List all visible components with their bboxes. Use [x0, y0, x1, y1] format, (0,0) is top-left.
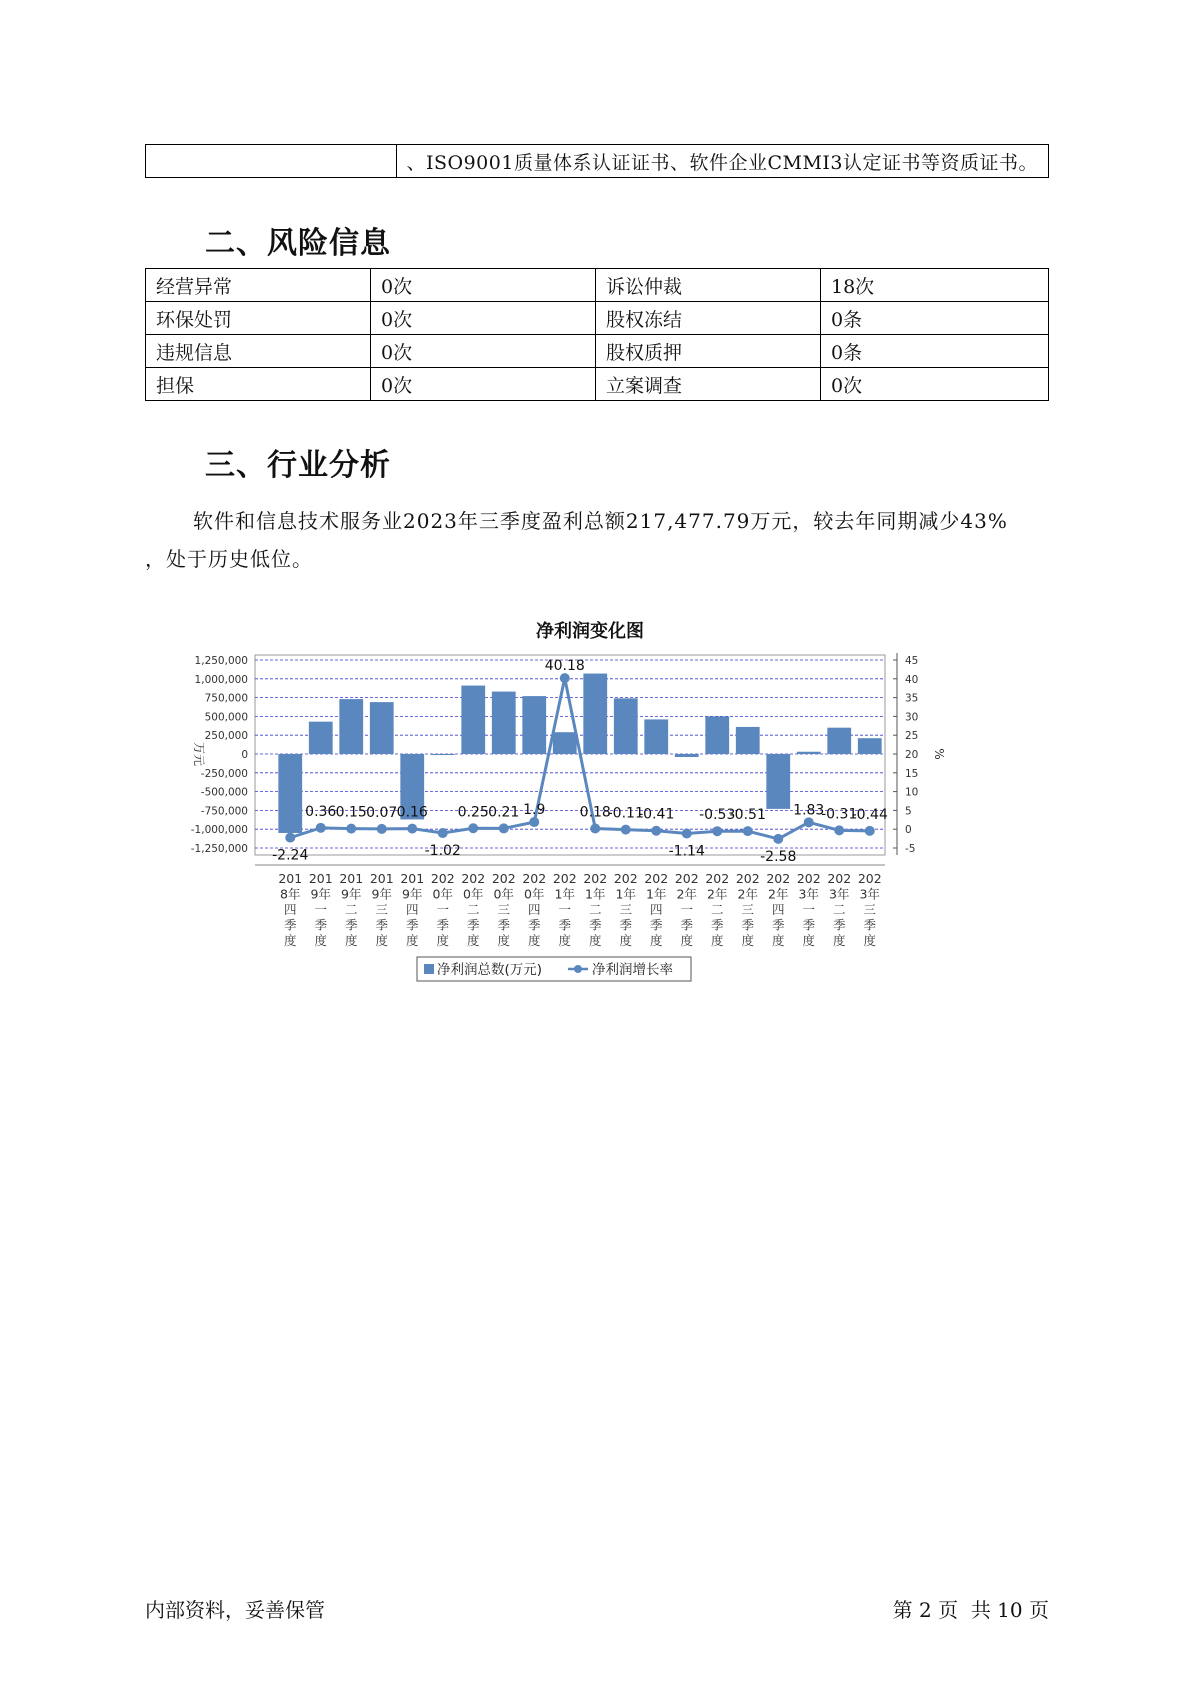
x-tick-label: 202 — [827, 871, 852, 886]
x-tick-label: 201 — [369, 871, 394, 886]
y-tick-label: -250,000 — [200, 767, 248, 780]
x-tick-label: 季 — [466, 917, 480, 933]
x-tick-label: 8年 — [280, 886, 301, 902]
x-tick-label: 0年 — [493, 886, 514, 902]
y2-tick-label: 15 — [905, 767, 919, 780]
x-tick-label: 度 — [832, 933, 846, 948]
growth-data-label: -0.44 — [851, 806, 888, 823]
x-tick-label: 二 — [344, 902, 358, 917]
risk-key: 立案调查 — [596, 368, 821, 401]
x-tick-label: 202 — [583, 871, 608, 886]
risk-key: 环保处罚 — [146, 302, 371, 335]
legend-line-marker — [574, 965, 582, 973]
industry-section-title: 三、行业分析 — [205, 448, 391, 483]
x-tick-label: 202 — [705, 871, 730, 886]
growth-point — [316, 823, 326, 833]
x-tick-label: 季 — [314, 917, 328, 933]
x-tick-label: 度 — [405, 933, 419, 948]
bar — [766, 754, 790, 809]
x-tick-label: 季 — [680, 917, 694, 933]
bar — [644, 719, 668, 754]
footer-page-number: 第 2 页 共 10 页 — [892, 1598, 1049, 1622]
x-tick-label: 2年 — [737, 886, 758, 902]
y-tick-label: 1,000,000 — [194, 673, 248, 686]
growth-data-label: 1.83 — [793, 802, 825, 819]
x-tick-label: 202 — [674, 871, 699, 886]
x-tick-label: 度 — [741, 933, 755, 948]
growth-point — [529, 817, 539, 827]
growth-point — [377, 824, 387, 834]
bar — [339, 699, 363, 754]
growth-point — [834, 825, 844, 835]
x-tick-label: 季 — [863, 917, 877, 933]
x-tick-label: 度 — [527, 933, 541, 948]
x-tick-label: 9年 — [310, 886, 331, 902]
x-tick-label: 202 — [613, 871, 638, 886]
x-tick-label: 202 — [461, 871, 486, 886]
risk-key: 股权冻结 — [596, 302, 821, 335]
y2-tick-label: 25 — [905, 730, 919, 743]
qualification-table — [145, 144, 1049, 178]
x-tick-label: 9年 — [371, 886, 392, 902]
x-tick-label: 201 — [278, 871, 303, 886]
x-tick-label: 202 — [491, 871, 516, 886]
growth-data-label: -0.41 — [638, 806, 675, 823]
risk-row — [146, 269, 1049, 302]
bar — [675, 754, 699, 757]
y-tick-label: 1,250,000 — [194, 655, 248, 667]
growth-data-label: 0.07 — [366, 804, 398, 821]
x-tick-label: 季 — [497, 917, 511, 933]
x-tick-label: 9年 — [341, 886, 362, 902]
x-tick-label: 季 — [619, 917, 633, 933]
x-tick-label: 二 — [466, 902, 480, 917]
x-tick-label: 2年 — [707, 886, 728, 902]
growth-data-label: 0.21 — [488, 804, 520, 821]
y2-axis-title: % — [932, 748, 946, 760]
growth-point — [590, 824, 600, 834]
bar — [583, 674, 607, 754]
bar — [705, 716, 729, 754]
risk-row — [146, 302, 1049, 335]
bar — [461, 686, 485, 754]
growth-point — [407, 824, 417, 834]
x-tick-label: 1年 — [646, 886, 667, 902]
x-tick-label: 二 — [588, 902, 602, 917]
x-tick-label: 三 — [497, 902, 511, 917]
x-tick-label: 2年 — [676, 886, 697, 902]
growth-data-label: 0.15 — [335, 804, 367, 821]
x-tick-label: 202 — [857, 871, 882, 886]
legend-line-label: 净利润增长率 — [592, 962, 673, 978]
growth-data-label: 0.36 — [305, 803, 337, 820]
y-tick-label: -500,000 — [200, 786, 248, 799]
x-tick-label: 度 — [710, 933, 724, 948]
risk-value: 0次 — [371, 335, 596, 368]
x-tick-label: 四 — [405, 902, 419, 917]
x-tick-label: 202 — [644, 871, 669, 886]
growth-point — [438, 828, 448, 838]
x-tick-label: 一 — [680, 902, 694, 917]
industry-paragraph — [145, 502, 1075, 578]
x-tick-label: 度 — [314, 933, 328, 948]
bar — [614, 698, 638, 754]
y-tick-label: -750,000 — [200, 805, 248, 818]
y2-tick-label: 5 — [905, 805, 912, 818]
risk-value: 0次 — [371, 368, 596, 401]
qualification-left-cell — [146, 145, 397, 178]
x-tick-label: 季 — [832, 917, 846, 933]
chart-title: 净利润变化图 — [536, 621, 644, 642]
y-axis-title: 万元 — [192, 741, 206, 767]
risk-table — [145, 268, 1049, 401]
x-tick-label: 201 — [339, 871, 364, 886]
x-tick-label: 季 — [710, 917, 724, 933]
net-profit-chart — [180, 615, 1000, 1060]
growth-data-label: 1.9 — [523, 802, 546, 819]
legend-bar-swatch — [424, 964, 434, 974]
growth-data-label: -1.02 — [424, 843, 461, 860]
x-tick-label: 度 — [771, 933, 785, 948]
bar — [492, 692, 516, 754]
growth-point — [651, 826, 661, 836]
risk-section-title: 二、风险信息 — [205, 226, 391, 261]
risk-value: 0次 — [371, 269, 596, 302]
growth-point — [712, 826, 722, 836]
bar — [370, 702, 394, 754]
x-tick-label: 四 — [771, 902, 785, 917]
x-tick-label: 季 — [588, 917, 602, 933]
y2-tick-label: -5 — [905, 843, 916, 855]
x-tick-label: 202 — [796, 871, 821, 886]
risk-value: 0次 — [371, 302, 596, 335]
growth-point — [865, 826, 875, 836]
chart-plot — [180, 615, 1000, 1060]
risk-value: 0次 — [821, 368, 1049, 401]
x-tick-label: 202 — [430, 871, 455, 886]
x-tick-label: 3年 — [829, 886, 850, 902]
growth-data-label: -1.14 — [668, 843, 705, 860]
risk-key: 股权质押 — [596, 335, 821, 368]
x-tick-label: 三 — [863, 902, 877, 917]
bar — [858, 738, 882, 754]
growth-point — [743, 826, 753, 836]
risk-key: 担保 — [146, 368, 371, 401]
x-tick-label: 四 — [527, 902, 541, 917]
y-tick-label: 0 — [241, 749, 248, 761]
x-tick-label: 三 — [741, 902, 755, 917]
bar — [827, 728, 851, 754]
bar — [431, 754, 455, 755]
bar — [797, 752, 821, 754]
bar — [522, 696, 546, 754]
x-tick-label: 9年 — [402, 886, 423, 902]
industry-paragraph-line2: ，处于历史低位。 — [145, 547, 313, 571]
risk-value: 0条 — [821, 302, 1049, 335]
bar — [553, 732, 577, 754]
bar — [736, 727, 760, 754]
x-tick-label: 四 — [283, 902, 297, 917]
y-tick-label: 250,000 — [204, 730, 248, 743]
x-tick-label: 度 — [588, 933, 602, 948]
x-tick-label: 度 — [619, 933, 633, 948]
x-tick-label: 季 — [436, 917, 450, 933]
x-tick-label: 四 — [649, 902, 663, 917]
x-tick-label: 二 — [832, 902, 846, 917]
risk-key: 经营异常 — [146, 269, 371, 302]
x-tick-label: 季 — [771, 917, 785, 933]
growth-data-label: 0.25 — [457, 804, 489, 821]
growth-point — [773, 834, 783, 844]
y-tick-label: 750,000 — [204, 692, 248, 705]
x-tick-label: 三 — [375, 902, 389, 917]
x-tick-label: 202 — [735, 871, 760, 886]
x-tick-label: 度 — [558, 933, 572, 948]
x-tick-label: 0年 — [524, 886, 545, 902]
growth-data-label: -2.24 — [272, 847, 309, 864]
x-tick-label: 一 — [802, 902, 816, 917]
x-tick-label: 二 — [710, 902, 724, 917]
growth-data-label: 40.18 — [544, 658, 585, 675]
y2-tick-label: 40 — [905, 673, 919, 686]
x-tick-label: 1年 — [615, 886, 636, 902]
x-tick-label: 202 — [552, 871, 577, 886]
growth-point — [346, 824, 356, 834]
x-tick-label: 201 — [400, 871, 425, 886]
growth-data-label: -2.58 — [760, 848, 797, 865]
growth-data-label: 0.16 — [396, 804, 428, 821]
growth-point — [804, 817, 814, 827]
x-tick-label: 度 — [283, 933, 297, 948]
x-tick-label: 季 — [527, 917, 541, 933]
x-tick-label: 季 — [283, 917, 297, 933]
legend-bar-label: 净利润总数(万元) — [437, 962, 543, 978]
risk-row — [146, 368, 1049, 401]
risk-key: 违规信息 — [146, 335, 371, 368]
footer-left: 内部资料，妥善保管 — [145, 1598, 325, 1622]
x-tick-label: 季 — [344, 917, 358, 933]
x-tick-label: 202 — [522, 871, 547, 886]
qualification-right-cell: 、ISO9001质量体系认证证书、软件企业CMMI3认定证书等资质证书。 — [396, 145, 1049, 178]
x-tick-label: 度 — [649, 933, 663, 948]
y-tick-label: -1,000,000 — [190, 824, 248, 837]
growth-data-label: -0.11 — [607, 805, 644, 822]
x-tick-label: 一 — [558, 902, 572, 917]
y2-tick-label: 35 — [905, 692, 919, 705]
growth-point — [560, 673, 570, 683]
x-tick-label: 度 — [436, 933, 450, 948]
industry-paragraph-line1: 软件和信息技术服务业2023年三季度盈利总额217,477.79万元，较去年同期减少43% — [193, 509, 1008, 533]
x-tick-label: 1年 — [554, 886, 575, 902]
y-tick-label: -1,250,000 — [190, 843, 248, 855]
x-tick-label: 度 — [802, 933, 816, 948]
y-tick-label: 500,000 — [204, 711, 248, 724]
growth-point — [682, 828, 692, 838]
x-tick-label: 度 — [863, 933, 877, 948]
x-tick-label: 季 — [649, 917, 663, 933]
x-tick-label: 季 — [558, 917, 572, 933]
x-tick-label: 度 — [680, 933, 694, 948]
risk-value: 18次 — [821, 269, 1049, 302]
growth-point — [285, 833, 295, 843]
growth-data-label: -0.53 — [699, 807, 736, 824]
x-tick-label: 度 — [497, 933, 511, 948]
growth-point — [621, 825, 631, 835]
x-tick-label: 3年 — [798, 886, 819, 902]
y2-tick-label: 20 — [905, 749, 919, 761]
x-tick-label: 1年 — [585, 886, 606, 902]
x-tick-label: 201 — [308, 871, 333, 886]
x-tick-label: 2年 — [768, 886, 789, 902]
x-tick-label: 0年 — [432, 886, 453, 902]
x-tick-label: 度 — [344, 933, 358, 948]
growth-data-label: 0.18 — [579, 804, 611, 821]
x-tick-label: 三 — [619, 902, 633, 917]
x-tick-label: 0年 — [463, 886, 484, 902]
y2-tick-label: 10 — [905, 786, 919, 799]
x-tick-label: 202 — [766, 871, 791, 886]
x-tick-label: 季 — [375, 917, 389, 933]
growth-point — [499, 823, 509, 833]
growth-point — [468, 823, 478, 833]
x-tick-label: 季 — [802, 917, 816, 933]
y2-tick-label: 30 — [905, 711, 919, 724]
growth-data-label: -0.51 — [729, 807, 766, 824]
growth-data-label: -0.31 — [821, 806, 858, 823]
bar — [278, 754, 302, 833]
risk-key: 诉讼仲裁 — [596, 269, 821, 302]
bar — [309, 722, 333, 754]
x-tick-label: 一 — [314, 902, 328, 917]
risk-row — [146, 335, 1049, 368]
x-tick-label: 度 — [375, 933, 389, 948]
y2-tick-label: 0 — [905, 824, 912, 837]
risk-value: 0条 — [821, 335, 1049, 368]
x-tick-label: 一 — [436, 902, 450, 917]
x-tick-label: 度 — [466, 933, 480, 948]
x-tick-label: 季 — [405, 917, 419, 933]
x-tick-label: 季 — [741, 917, 755, 933]
x-tick-label: 3年 — [859, 886, 880, 902]
y2-tick-label: 45 — [905, 655, 919, 667]
